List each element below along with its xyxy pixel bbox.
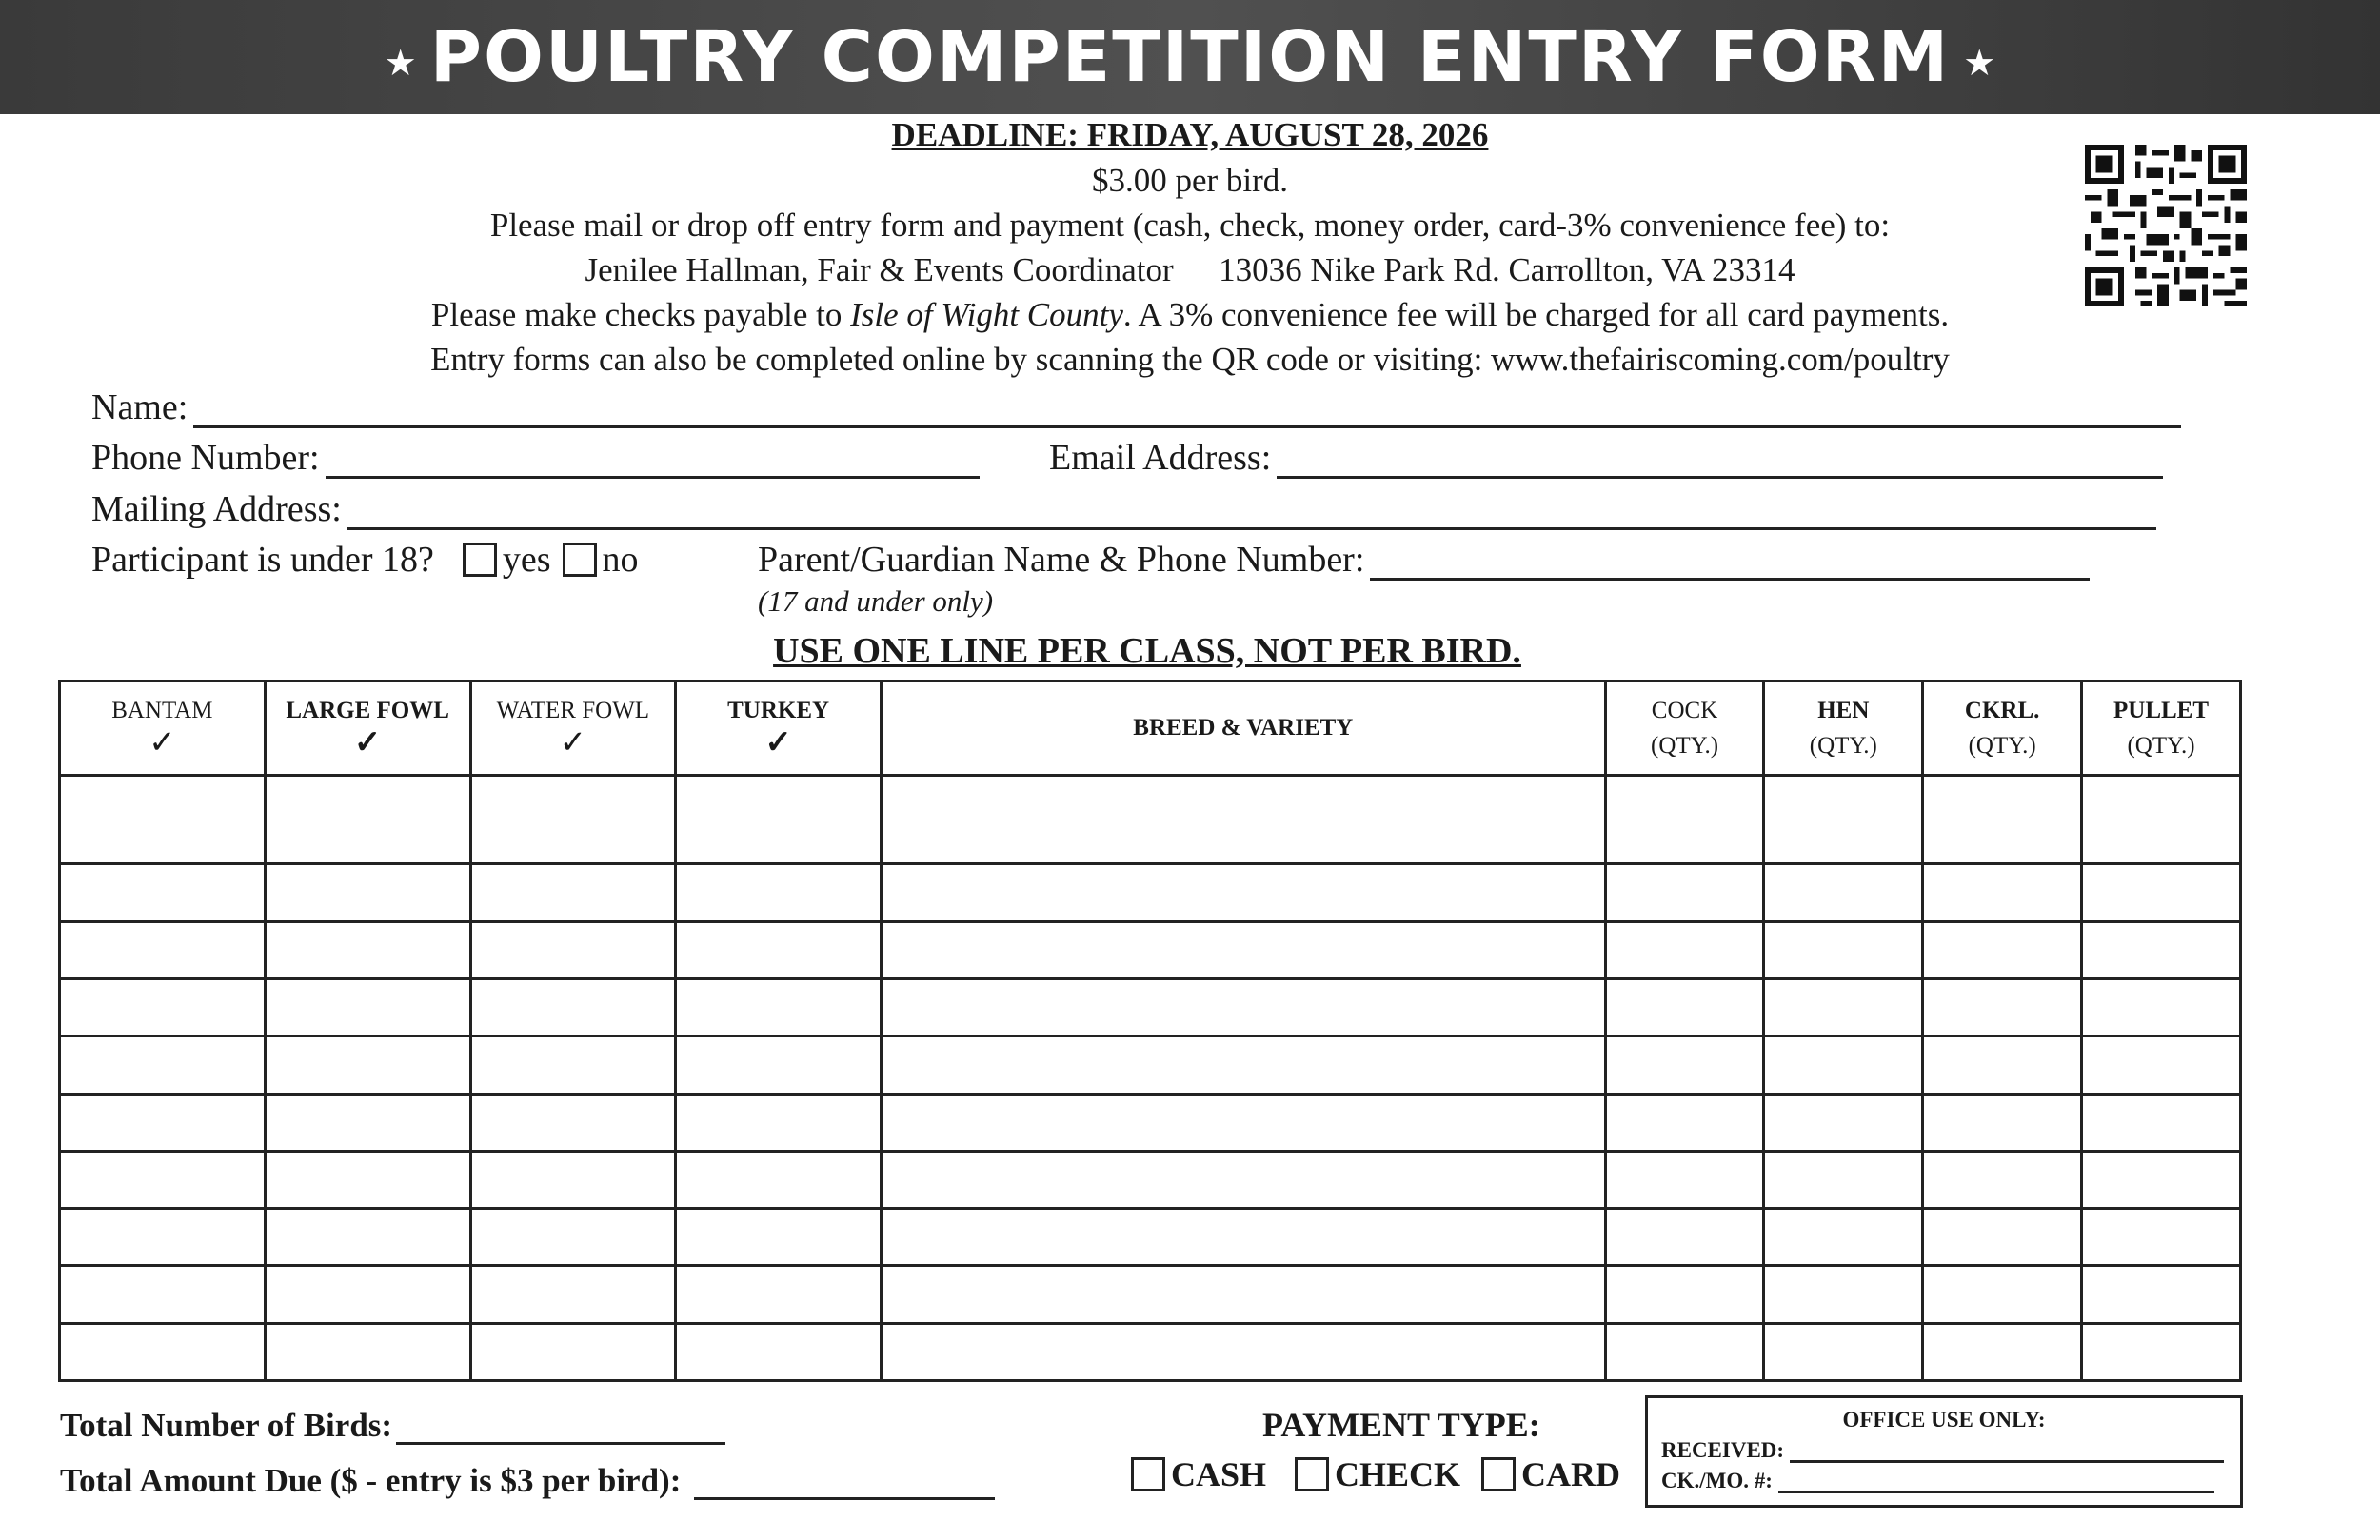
water-fowl-cell[interactable] [470, 1266, 676, 1323]
hen-qty-cell[interactable] [1764, 979, 1923, 1037]
large-fowl-cell[interactable] [265, 1266, 470, 1323]
table-row [60, 776, 2241, 864]
contact-line [0, 251, 2380, 289]
bantam-cell[interactable] [60, 921, 266, 978]
hen-qty-cell[interactable] [1764, 1209, 1923, 1266]
hen-qty-cell[interactable] [1764, 864, 1923, 921]
cock-qty-cell[interactable] [1605, 1151, 1764, 1208]
hen-qty-cell[interactable] [1764, 1266, 1923, 1323]
table-row [60, 1266, 2241, 1323]
ckrl-qty-cell[interactable] [1923, 1209, 2082, 1266]
header-banner [0, 0, 2380, 114]
header-cock: COCK (QTY.) [1605, 681, 1764, 776]
header-bantam: BANTAM ✓ [60, 681, 266, 776]
checkmark-icon: ✓ [149, 725, 176, 760]
hen-qty-cell[interactable] [1764, 1094, 1923, 1151]
breed-variety-cell[interactable] [881, 864, 1605, 921]
table-row [60, 1037, 2241, 1094]
hen-qty-cell[interactable] [1764, 1323, 1923, 1380]
turkey-cell[interactable] [676, 864, 882, 921]
name-field[interactable] [91, 386, 2181, 428]
pullet-qty-cell[interactable] [2082, 864, 2241, 921]
turkey-cell[interactable] [676, 1266, 882, 1323]
name-label: Name: [91, 387, 188, 427]
mailing-address-field[interactable] [91, 488, 2156, 530]
total-birds-field[interactable] [60, 1407, 725, 1445]
header-hen: HEN (QTY.) [1764, 681, 1923, 776]
water-fowl-cell[interactable] [470, 1094, 676, 1151]
payment-option-card[interactable] [1481, 1454, 1620, 1494]
pullet-qty-cell[interactable] [2082, 1323, 2241, 1380]
large-fowl-cell[interactable] [265, 864, 470, 921]
breed-variety-cell[interactable] [881, 1266, 1605, 1323]
large-fowl-cell[interactable] [265, 776, 470, 864]
total-amount-label: Total Amount Due ($ - entry is $3 per bird): [60, 1462, 682, 1499]
qr-code-icon[interactable] [2085, 145, 2247, 306]
pullet-qty-cell[interactable] [2082, 1151, 2241, 1208]
hen-qty-cell[interactable] [1764, 921, 1923, 978]
turkey-cell[interactable] [676, 921, 882, 978]
cash-checkbox[interactable] [1131, 1457, 1165, 1491]
large-fowl-cell[interactable] [265, 921, 470, 978]
bantam-cell[interactable] [60, 1151, 266, 1208]
ckrl-qty-cell[interactable] [1923, 1151, 2082, 1208]
mailing-input[interactable] [347, 523, 2156, 530]
checkmark-icon: ✓ [764, 725, 792, 760]
ck-label: CK./MO. #: [1661, 1469, 1773, 1492]
no-checkbox[interactable] [563, 543, 597, 577]
contact-name: Jenilee Hallman, Fair & Events Coordinator [585, 251, 1174, 288]
table-row [60, 921, 2241, 978]
checks-payee: Isle of Wight County [850, 296, 1123, 333]
ckrl-qty-cell[interactable] [1923, 776, 2082, 864]
ck-input[interactable] [1778, 1487, 2214, 1493]
ck-row [1661, 1469, 2240, 1493]
header-breed-variety: BREED & VARIETY [881, 681, 1605, 776]
bantam-cell[interactable] [60, 864, 266, 921]
ckrl-qty-cell[interactable] [1923, 1266, 2082, 1323]
pullet-qty-cell[interactable] [2082, 921, 2241, 978]
price-text: $3.00 per bird. [1091, 162, 1289, 199]
bantam-cell[interactable] [60, 1266, 266, 1323]
bantam-cell[interactable] [60, 776, 266, 864]
hen-qty-cell[interactable] [1764, 1151, 1923, 1208]
checks-text-pre: Please make checks payable to [430, 296, 851, 333]
star-icon: ★ [1963, 43, 1996, 84]
cock-qty-cell[interactable] [1605, 979, 1764, 1037]
checks-payable-line [0, 296, 2380, 334]
phone-field[interactable] [91, 437, 980, 479]
pullet-qty-cell[interactable] [2082, 1209, 2241, 1266]
table-row [60, 1209, 2241, 1266]
breed-variety-cell[interactable] [881, 979, 1605, 1037]
yes-checkbox[interactable] [463, 543, 497, 577]
turkey-cell[interactable] [676, 776, 882, 864]
breed-variety-cell[interactable] [881, 1094, 1605, 1151]
check-checkbox[interactable] [1295, 1457, 1329, 1491]
header-turkey: TURKEY ✓ [676, 681, 882, 776]
ckrl-qty-cell[interactable] [1923, 1323, 2082, 1380]
bantam-cell[interactable] [60, 1323, 266, 1380]
hen-qty-cell[interactable] [1764, 776, 1923, 864]
table-row [60, 1151, 2241, 1208]
guardian-input[interactable] [1370, 574, 2090, 581]
header-water-fowl: WATER FOWL ✓ [470, 681, 676, 776]
email-label: Email Address: [1049, 438, 1272, 478]
turkey-cell[interactable] [676, 1323, 882, 1380]
office-use-box [1645, 1395, 2243, 1508]
card-checkbox[interactable] [1481, 1457, 1516, 1491]
total-amount-field[interactable] [60, 1462, 995, 1500]
cock-qty-cell[interactable] [1605, 921, 1764, 978]
payment-option-check[interactable] [1295, 1454, 1460, 1494]
header-ckrl: CKRL. (QTY.) [1923, 681, 2082, 776]
bantam-cell[interactable] [60, 1037, 266, 1094]
ckrl-qty-cell[interactable] [1923, 1094, 2082, 1151]
guardian-note: (17 and under only) [758, 584, 994, 618]
table-header-row [60, 681, 2241, 776]
bantam-cell[interactable] [60, 1094, 266, 1151]
water-fowl-cell[interactable] [470, 864, 676, 921]
no-label: no [602, 540, 639, 580]
large-fowl-cell[interactable] [265, 1323, 470, 1380]
payment-option-cash[interactable] [1131, 1454, 1266, 1494]
checkmark-icon: ✓ [559, 725, 587, 760]
one-line-instruction: USE ONE LINE PER CLASS, NOT PER BIRD. [773, 631, 1521, 671]
bantam-cell[interactable] [60, 979, 266, 1037]
star-icon: ★ [384, 43, 417, 84]
water-fowl-cell[interactable] [470, 979, 676, 1037]
check-label: CHECK [1335, 1455, 1461, 1493]
large-fowl-cell[interactable] [265, 1151, 470, 1208]
deadline-text: DEADLINE: FRIDAY, AUGUST 28, 2026 [891, 116, 1489, 153]
email-input[interactable] [1277, 472, 2163, 479]
payment-type-title: PAYMENT TYPE: [1262, 1406, 1540, 1444]
table-row [60, 979, 2241, 1037]
total-amount-input[interactable] [694, 1469, 995, 1500]
pullet-qty-cell[interactable] [2082, 1266, 2241, 1323]
pullet-qty-cell[interactable] [2082, 979, 2241, 1037]
cash-label: CASH [1171, 1455, 1267, 1493]
hen-qty-cell[interactable] [1764, 1037, 1923, 1094]
turkey-cell[interactable] [676, 1209, 882, 1266]
ckrl-qty-cell[interactable] [1923, 1037, 2082, 1094]
turkey-cell[interactable] [676, 1094, 882, 1151]
total-birds-label: Total Number of Birds: [60, 1407, 393, 1444]
entry-table [58, 680, 2242, 1382]
water-fowl-cell[interactable] [470, 1209, 676, 1266]
card-label: CARD [1521, 1455, 1620, 1493]
turkey-cell[interactable] [676, 1151, 882, 1208]
breed-variety-cell[interactable] [881, 776, 1605, 864]
cock-qty-cell[interactable] [1605, 864, 1764, 921]
water-fowl-cell[interactable] [470, 1037, 676, 1094]
under18-label: Participant is under 18? [91, 540, 434, 580]
checks-text-post: . A 3% convenience fee will be charged for all card payments. [1122, 296, 1950, 333]
online-line: Entry forms can also be completed online by scanning the QR code or visiting: www.thefairiscoming.com/poultry [430, 341, 1950, 378]
header-pullet: PULLET (QTY.) [2082, 681, 2241, 776]
cock-qty-cell[interactable] [1605, 1266, 1764, 1323]
office-use-title: OFFICE USE ONLY: [1842, 1408, 2046, 1431]
table-row [60, 1094, 2241, 1151]
ckrl-qty-cell[interactable] [1923, 979, 2082, 1037]
total-birds-input[interactable] [396, 1413, 725, 1445]
cock-qty-cell[interactable] [1605, 1209, 1764, 1266]
water-fowl-cell[interactable] [470, 1151, 676, 1208]
guardian-label: Parent/Guardian Name & Phone Number: [758, 540, 1365, 580]
header-large-fowl: LARGE FOWL ✓ [265, 681, 470, 776]
cock-qty-cell[interactable] [1605, 1094, 1764, 1151]
mailing-label: Mailing Address: [91, 489, 342, 529]
breed-variety-cell[interactable] [881, 1037, 1605, 1094]
mail-instructions: Please mail or drop off entry form and payment (cash, check, money order, card-3% convenience fee) to: [489, 207, 1891, 244]
name-input[interactable] [193, 422, 2181, 428]
pullet-qty-cell[interactable] [2082, 1094, 2241, 1151]
turkey-cell[interactable] [676, 1037, 882, 1094]
ckrl-qty-cell[interactable] [1923, 864, 2082, 921]
large-fowl-cell[interactable] [265, 1037, 470, 1094]
email-field[interactable] [1049, 437, 2163, 479]
received-row [1661, 1438, 2240, 1463]
received-input[interactable] [1790, 1456, 2224, 1463]
water-fowl-cell[interactable] [470, 1323, 676, 1380]
table-row [60, 864, 2241, 921]
phone-input[interactable] [326, 472, 980, 479]
large-fowl-cell[interactable] [265, 979, 470, 1037]
breed-variety-cell[interactable] [881, 1209, 1605, 1266]
table-row [60, 1323, 2241, 1380]
pullet-qty-cell[interactable] [2082, 776, 2241, 864]
water-fowl-cell[interactable] [470, 921, 676, 978]
phone-label: Phone Number: [91, 438, 320, 478]
breed-variety-cell[interactable] [881, 1323, 1605, 1380]
water-fowl-cell[interactable] [470, 776, 676, 864]
ckrl-qty-cell[interactable] [1923, 921, 2082, 978]
under18-field [91, 539, 639, 581]
guardian-field[interactable] [758, 539, 2090, 581]
checkmark-icon: ✓ [353, 725, 382, 760]
cock-qty-cell[interactable] [1605, 1037, 1764, 1094]
breed-variety-cell[interactable] [881, 1151, 1605, 1208]
turkey-cell[interactable] [676, 979, 882, 1037]
yes-label: yes [502, 540, 551, 580]
bantam-cell[interactable] [60, 1209, 266, 1266]
pullet-qty-cell[interactable] [2082, 1037, 2241, 1094]
large-fowl-cell[interactable] [265, 1094, 470, 1151]
form-title: POULTRY COMPETITION ENTRY FORM [429, 16, 1951, 98]
contact-address: 13036 Nike Park Rd. Carrollton, VA 23314 [1219, 251, 1795, 288]
large-fowl-cell[interactable] [265, 1209, 470, 1266]
received-label: RECEIVED: [1661, 1438, 1785, 1462]
cock-qty-cell[interactable] [1605, 776, 1764, 864]
cock-qty-cell[interactable] [1605, 1323, 1764, 1380]
breed-variety-cell[interactable] [881, 921, 1605, 978]
